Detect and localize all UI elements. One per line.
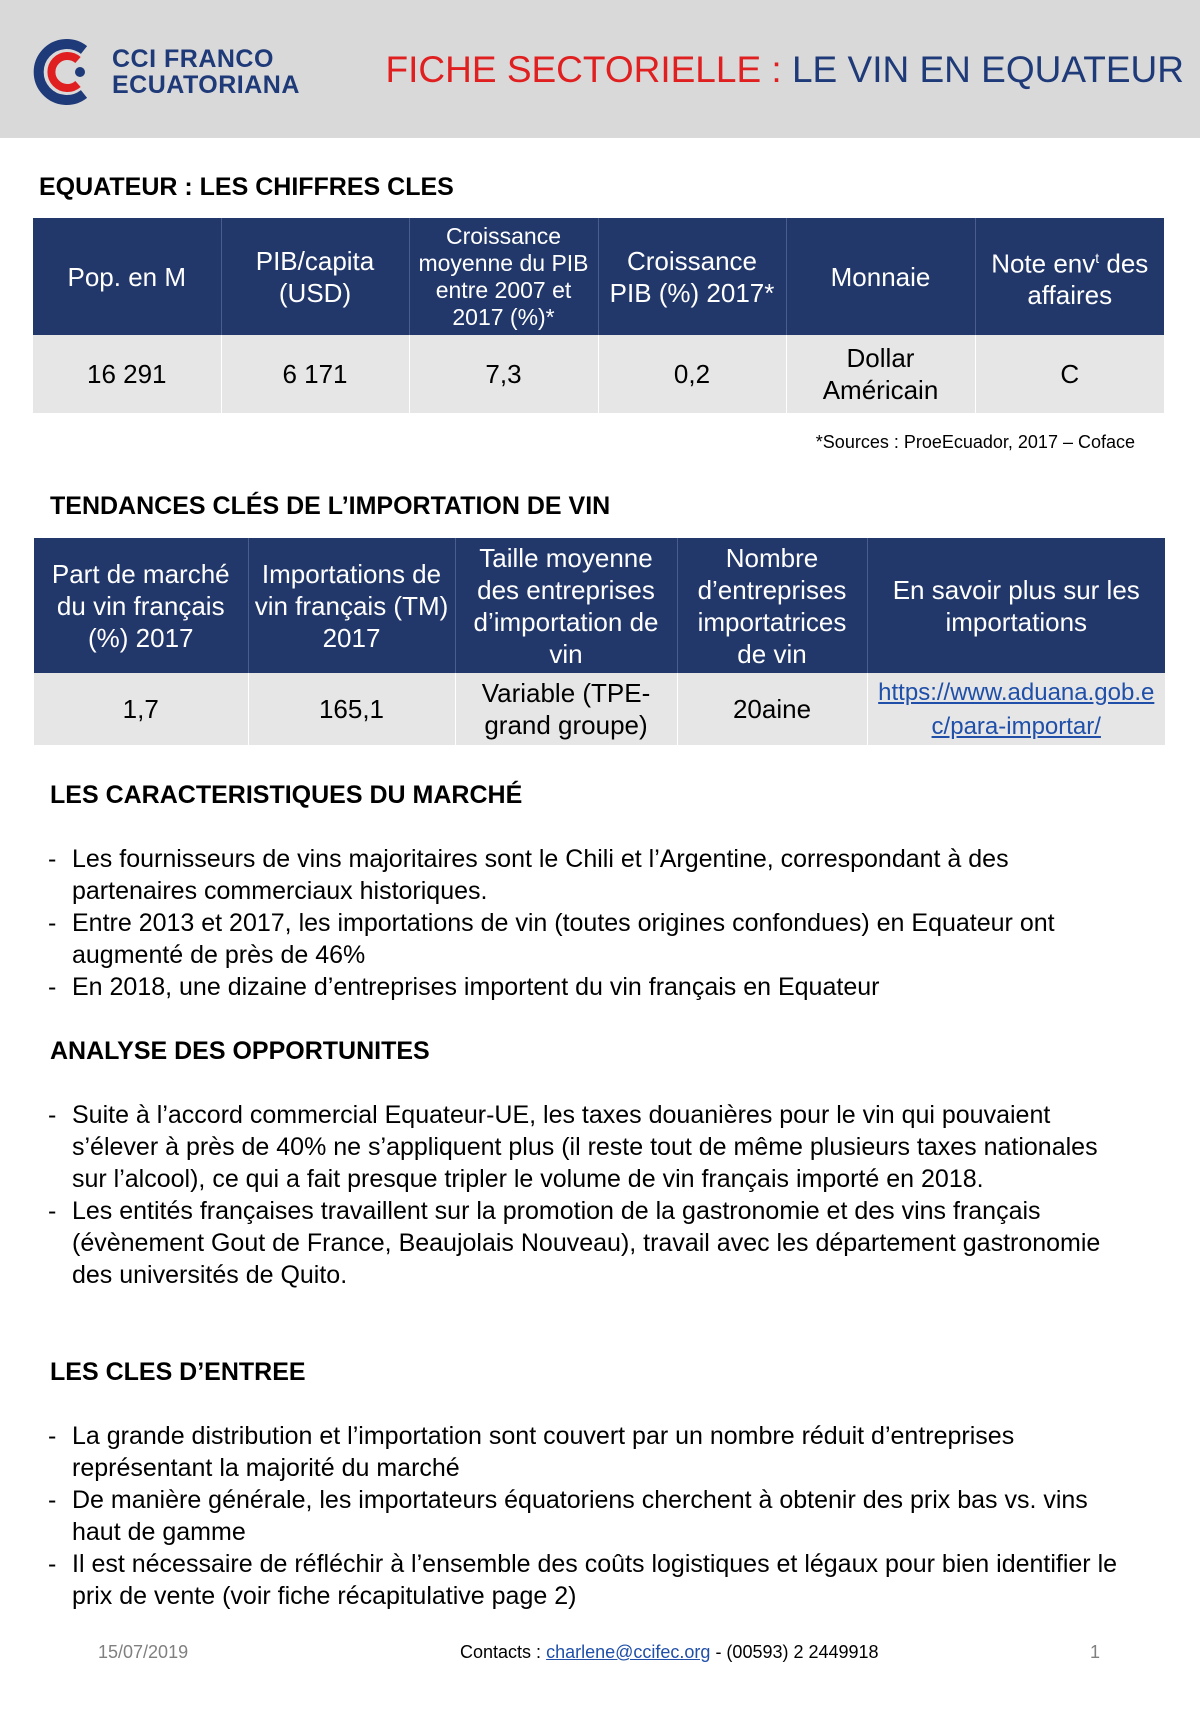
contacts-label: Contacts :: [460, 1642, 542, 1662]
page-title-part-2: LE VIN EN EQUATEUR: [791, 49, 1184, 90]
column-header: Part de marché du vin français (%) 2017: [34, 538, 248, 673]
import-trends-heading: TENDANCES CLÉS DE L’IMPORTATION DE VIN: [50, 492, 611, 520]
sources-note: *Sources : ProeEcuador, 2017 – Coface: [815, 432, 1135, 452]
list-item-text: Suite à l’accord commercial Equateur-UE, les taxes douanières pour le vin qui pouvaient s’élever à près de 40% ne s’appliquent plus (il reste tout de même plusieurs taxes nationales sur l’alcool), ce qui a fait presque tripler le volume de vin français importé en 2018.: [72, 1101, 1098, 1193]
logo-line-2: ECUATORIANA: [112, 71, 300, 99]
table-cell: 6 171: [221, 335, 409, 413]
table-cell: 7,3: [409, 335, 598, 413]
column-header: Croissance PIB (%) 2017*: [598, 218, 786, 335]
column-header: Importations de vin français (TM) 2017: [248, 538, 455, 673]
market-heading: LES CARACTERISTIQUES DU MARCHÉ: [50, 781, 523, 809]
column-header: [975, 218, 1164, 335]
column-header: Pop. en M: [33, 218, 221, 335]
cci-logo-icon: [30, 36, 102, 108]
table-cell: Variable (TPE-grand groupe): [455, 673, 677, 745]
list-item-text: De manière générale, les importateurs équatoriens cherchent à obtenir des prix bas vs. vins haut de gamme: [72, 1486, 1088, 1546]
column-header-text-rest: des affaires: [1027, 248, 1149, 311]
column-header: Monnaie: [786, 218, 975, 335]
entry-keys-heading: LES CLES D’ENTREE: [50, 1358, 306, 1386]
list-item: - Entre 2013 et 2017, les importations de vin (toutes origines confondues) en Equateur ont augmenté de près de 46%: [48, 909, 1055, 969]
market-list: [48, 843, 1128, 1003]
table-cell: Dollar Américain: [786, 335, 975, 413]
contact-phone: - (00593) 2 2449918: [715, 1642, 879, 1662]
list-item-text: Les entités françaises travaillent sur la promotion de la gastronomie et des vins français (évènement Gout de France, Beaujolais Nouveau), travail avec les département gastronomie des universités de Quito.: [72, 1197, 1101, 1289]
column-header: En savoir plus sur les importations: [867, 538, 1165, 673]
column-header-sup: t: [1095, 249, 1100, 266]
key-figures-heading: EQUATEUR : LES CHIFFRES CLES: [39, 173, 454, 201]
table-row: [33, 335, 1164, 413]
column-header: Croissance moyenne du PIB entre 2007 et 2017 (%)*: [409, 218, 598, 335]
list-item: - Il est nécessaire de réfléchir à l’ensemble des coûts logistiques et légaux pour bien identifier le prix de vente (voir fiche récapitulative page 2): [48, 1550, 1118, 1610]
list-item-text: Entre 2013 et 2017, les importations de vin (toutes origines confondues) en Equateur ont augmenté de près de 46%: [72, 909, 1055, 969]
list-item: - En 2018, une dizaine d’entreprises importent du vin français en Equateur: [48, 973, 880, 1001]
logo-text: [112, 46, 300, 98]
contact-email-link[interactable]: charlene@ccifec.org: [546, 1642, 711, 1662]
page-title: [386, 48, 1184, 92]
table-header-row: [33, 218, 1164, 335]
footer-contacts: [460, 1640, 879, 1664]
entry-keys-list: [48, 1420, 1128, 1612]
page-number: 1: [1090, 1642, 1101, 1662]
page-title-part-1: FICHE SECTORIELLE :: [385, 49, 782, 90]
page-header: [0, 0, 1200, 138]
table-cell: 0,2: [598, 335, 786, 413]
list-item-text: Il est nécessaire de réfléchir à l’ensemble des coûts logistiques et légaux pour bien identifier le prix de vente (voir fiche récapitulative page 2): [72, 1550, 1118, 1610]
list-item: - La grande distribution et l’importation sont couvert par un nombre réduit d’entreprises représentant la majorité du marché: [48, 1422, 1015, 1482]
table-header-row: [34, 538, 1165, 673]
list-item: - De manière générale, les importateurs équatoriens cherchent à obtenir des prix bas vs. vins haut de gamme: [48, 1486, 1088, 1546]
opportunities-list: [48, 1099, 1128, 1291]
list-item: - Les entités françaises travaillent sur la promotion de la gastronomie et des vins français (évènement Gout de France, Beaujolais Nouveau), travail avec les département gastronomie des universités de Quito.: [48, 1197, 1101, 1289]
table-cell: 16 291: [33, 335, 221, 413]
table-cell: [867, 673, 1165, 745]
list-item: - Les fournisseurs de vins majoritaires sont le Chili et l’Argentine, correspondant à des partenaires commerciaux historiques.: [48, 845, 1009, 905]
column-header: Nombre d’entreprises importatrices de vin: [677, 538, 867, 673]
list-item-text: La grande distribution et l’importation sont couvert par un nombre réduit d’entreprises représentant la majorité du marché: [72, 1422, 1015, 1482]
aduana-link[interactable]: https://www.aduana.gob.ec/para-importar/: [878, 679, 1155, 740]
table-cell: 165,1: [248, 673, 455, 745]
list-item-text: Les fournisseurs de vins majoritaires sont le Chili et l’Argentine, correspondant à des partenaires commerciaux historiques.: [72, 845, 1009, 905]
logo-line-1: CCI FRANCO: [112, 45, 274, 73]
key-figures-table: [33, 218, 1164, 413]
list-item: - Suite à l’accord commercial Equateur-UE, les taxes douanières pour le vin qui pouvaient s’élever à près de 40% ne s’appliquent plus (il reste tout de même plusieurs taxes nationales sur l’alcool), ce qui a fait presque tripler le volume de vin français importé en 2018.: [48, 1101, 1098, 1193]
opportunities-heading: ANALYSE DES OPPORTUNITES: [50, 1037, 430, 1065]
table-cell: 1,7: [34, 673, 248, 745]
table-cell: 20aine: [677, 673, 867, 745]
table-row: [34, 673, 1165, 745]
table-cell: C: [975, 335, 1164, 413]
column-header: PIB/capita (USD): [221, 218, 409, 335]
footer-date: 15/07/2019: [98, 1642, 189, 1662]
list-item-text: En 2018, une dizaine d’entreprises importent du vin français en Equateur: [72, 973, 880, 1001]
column-header-text: Note env: [991, 248, 1096, 279]
column-header: Taille moyenne des entreprises d’importation de vin: [455, 538, 677, 673]
import-trends-table: [34, 538, 1165, 745]
